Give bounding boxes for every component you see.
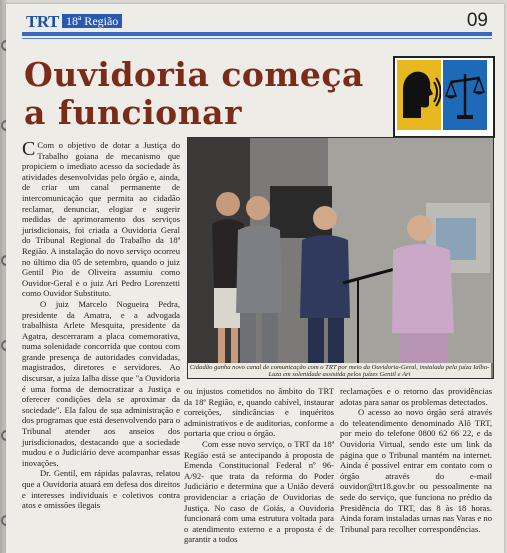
photo-caption: Cidadão ganha novo canal de comunicação com o TRT por meio da Ouvidoria-Geral, instalada pela juíza Ialba-Luza em solenidade assistida pelos juízes Gentil e Ari: [189, 364, 490, 378]
article-column-1: [22, 140, 180, 511]
region-label: 18ª Região: [62, 14, 122, 28]
scales-of-justice-icon: [443, 60, 487, 130]
logo-right-panel: [443, 60, 487, 130]
header-rule-thin: [22, 38, 492, 39]
paragraph: ou injustos cometidos no âmbito do TRT da 18ª Região, e, quando cabível, instaurar correições, sindicâncias e inquéritos administrativos e de auditorias, conforme a portaria que criou o órgão.: [184, 386, 334, 439]
ceremony-photo: [188, 138, 493, 378]
magazine-page: [6, 4, 504, 553]
paragraph: Dr. Gentil, em rápidas palavras, relatou que a Ouvidoria atuará em defesa dos direitos e interesses individuais e coletivos contra atos e omissões ilegais: [22, 468, 180, 511]
title-line-2: a funcionar: [24, 93, 242, 132]
logo-left-panel: [397, 60, 441, 130]
paragraph: O acesso ao novo órgão será através do teleatendimento denominado Alô TRT, por meio do telefone 0800 62 66 22, e da Ouvidoria Virtual, sendo este um link da página que o Tribunal mantém na internet. Ainda é possível entrar em contato com o órgão através do e-mail ouvidor@trt18.gov.br ou pessoalmente na sede do serviço, que funciona no prédio da Presidência do TRT, das 8 às 18 horas. Ainda foram instaladas urnas nas Varas e no Tribunal para recolher correspondências.: [340, 407, 492, 534]
title-line-1: Ouvidoria começa: [24, 55, 364, 94]
event-photo: [187, 137, 494, 379]
header-rule: [22, 32, 492, 36]
article-column-3: [340, 386, 492, 534]
speaking-head-icon: [397, 60, 441, 130]
paragraph: C Com o objetivo de dotar a Justiça do Trabalho goiana de mecanismo que propiciem o imediato acesso da sociedade às atividades desenvolvidas pelo órgão e, ainda, de criar um canal permanente de intercomunicação que permita ao cidadão reclamar, denunciar, elogiar e sugerir medidas de aprimoramento dos serviços jurisdicionais, foi criada a Ouvidoria Geral do Tribunal Regional do Trabalho da 18ª Região. A instalação do novo serviço ocorreu no último dia 05 de setembro, quando o juiz Gentil Pio de Oliveira assumiu como Ouvidor-Geral e o juiz Ari Pedro Lorenzetti como Ouvidor Substituto.: [22, 138, 180, 299]
page-number: 09: [466, 10, 488, 31]
paragraph: Com esse novo serviço, o TRT da 18ª Região está se antecipando à proposta de Emenda Constitucional Federal nº 96-A/92- que trata da reforma do Poder Judiciário e determina que a União deverá providenciar a criação de Ouvidorias de Justiça. No caso de Goiás, a Ouvidoria funcionará com uma estrutura voltada para o atendimento externo e a proposta é de garantir a todos: [184, 438, 334, 545]
drop-cap: C: [22, 138, 36, 160]
paragraph: reclamações e o retorno das providências adotas para sanar os problemas detectados.: [340, 386, 492, 407]
paragraph: O juiz Marcelo Nogueira Pedra, presidente da Amatra, e a advogada trabalhista Arlete Mesquita, presidente da Agatra, descerraram a placa comemorativa, numa solenidade concorrida que contou com grande presença de autoridades convidadas, magistrados, diretores e servidores. Ao discursar, a juíza Ialba disse que "a Ouvidoria é uma forma de democratizar a Justiça e oferecer condições dela se aproximar da sociedade". Ela falou de sua administração e dos programas que está desenvolvendo para o Tribunal atender aos anseios dos jurisdicionados, destacando que a sociedade mudou e o Judiciário deve acompanhar essas inovações.: [22, 298, 180, 468]
ouvidoria-logo: [393, 56, 495, 138]
page-header: [18, 12, 494, 34]
brand-logo-text: TRT: [26, 12, 59, 31]
article-column-2: [184, 386, 334, 545]
article-title: [24, 56, 364, 132]
